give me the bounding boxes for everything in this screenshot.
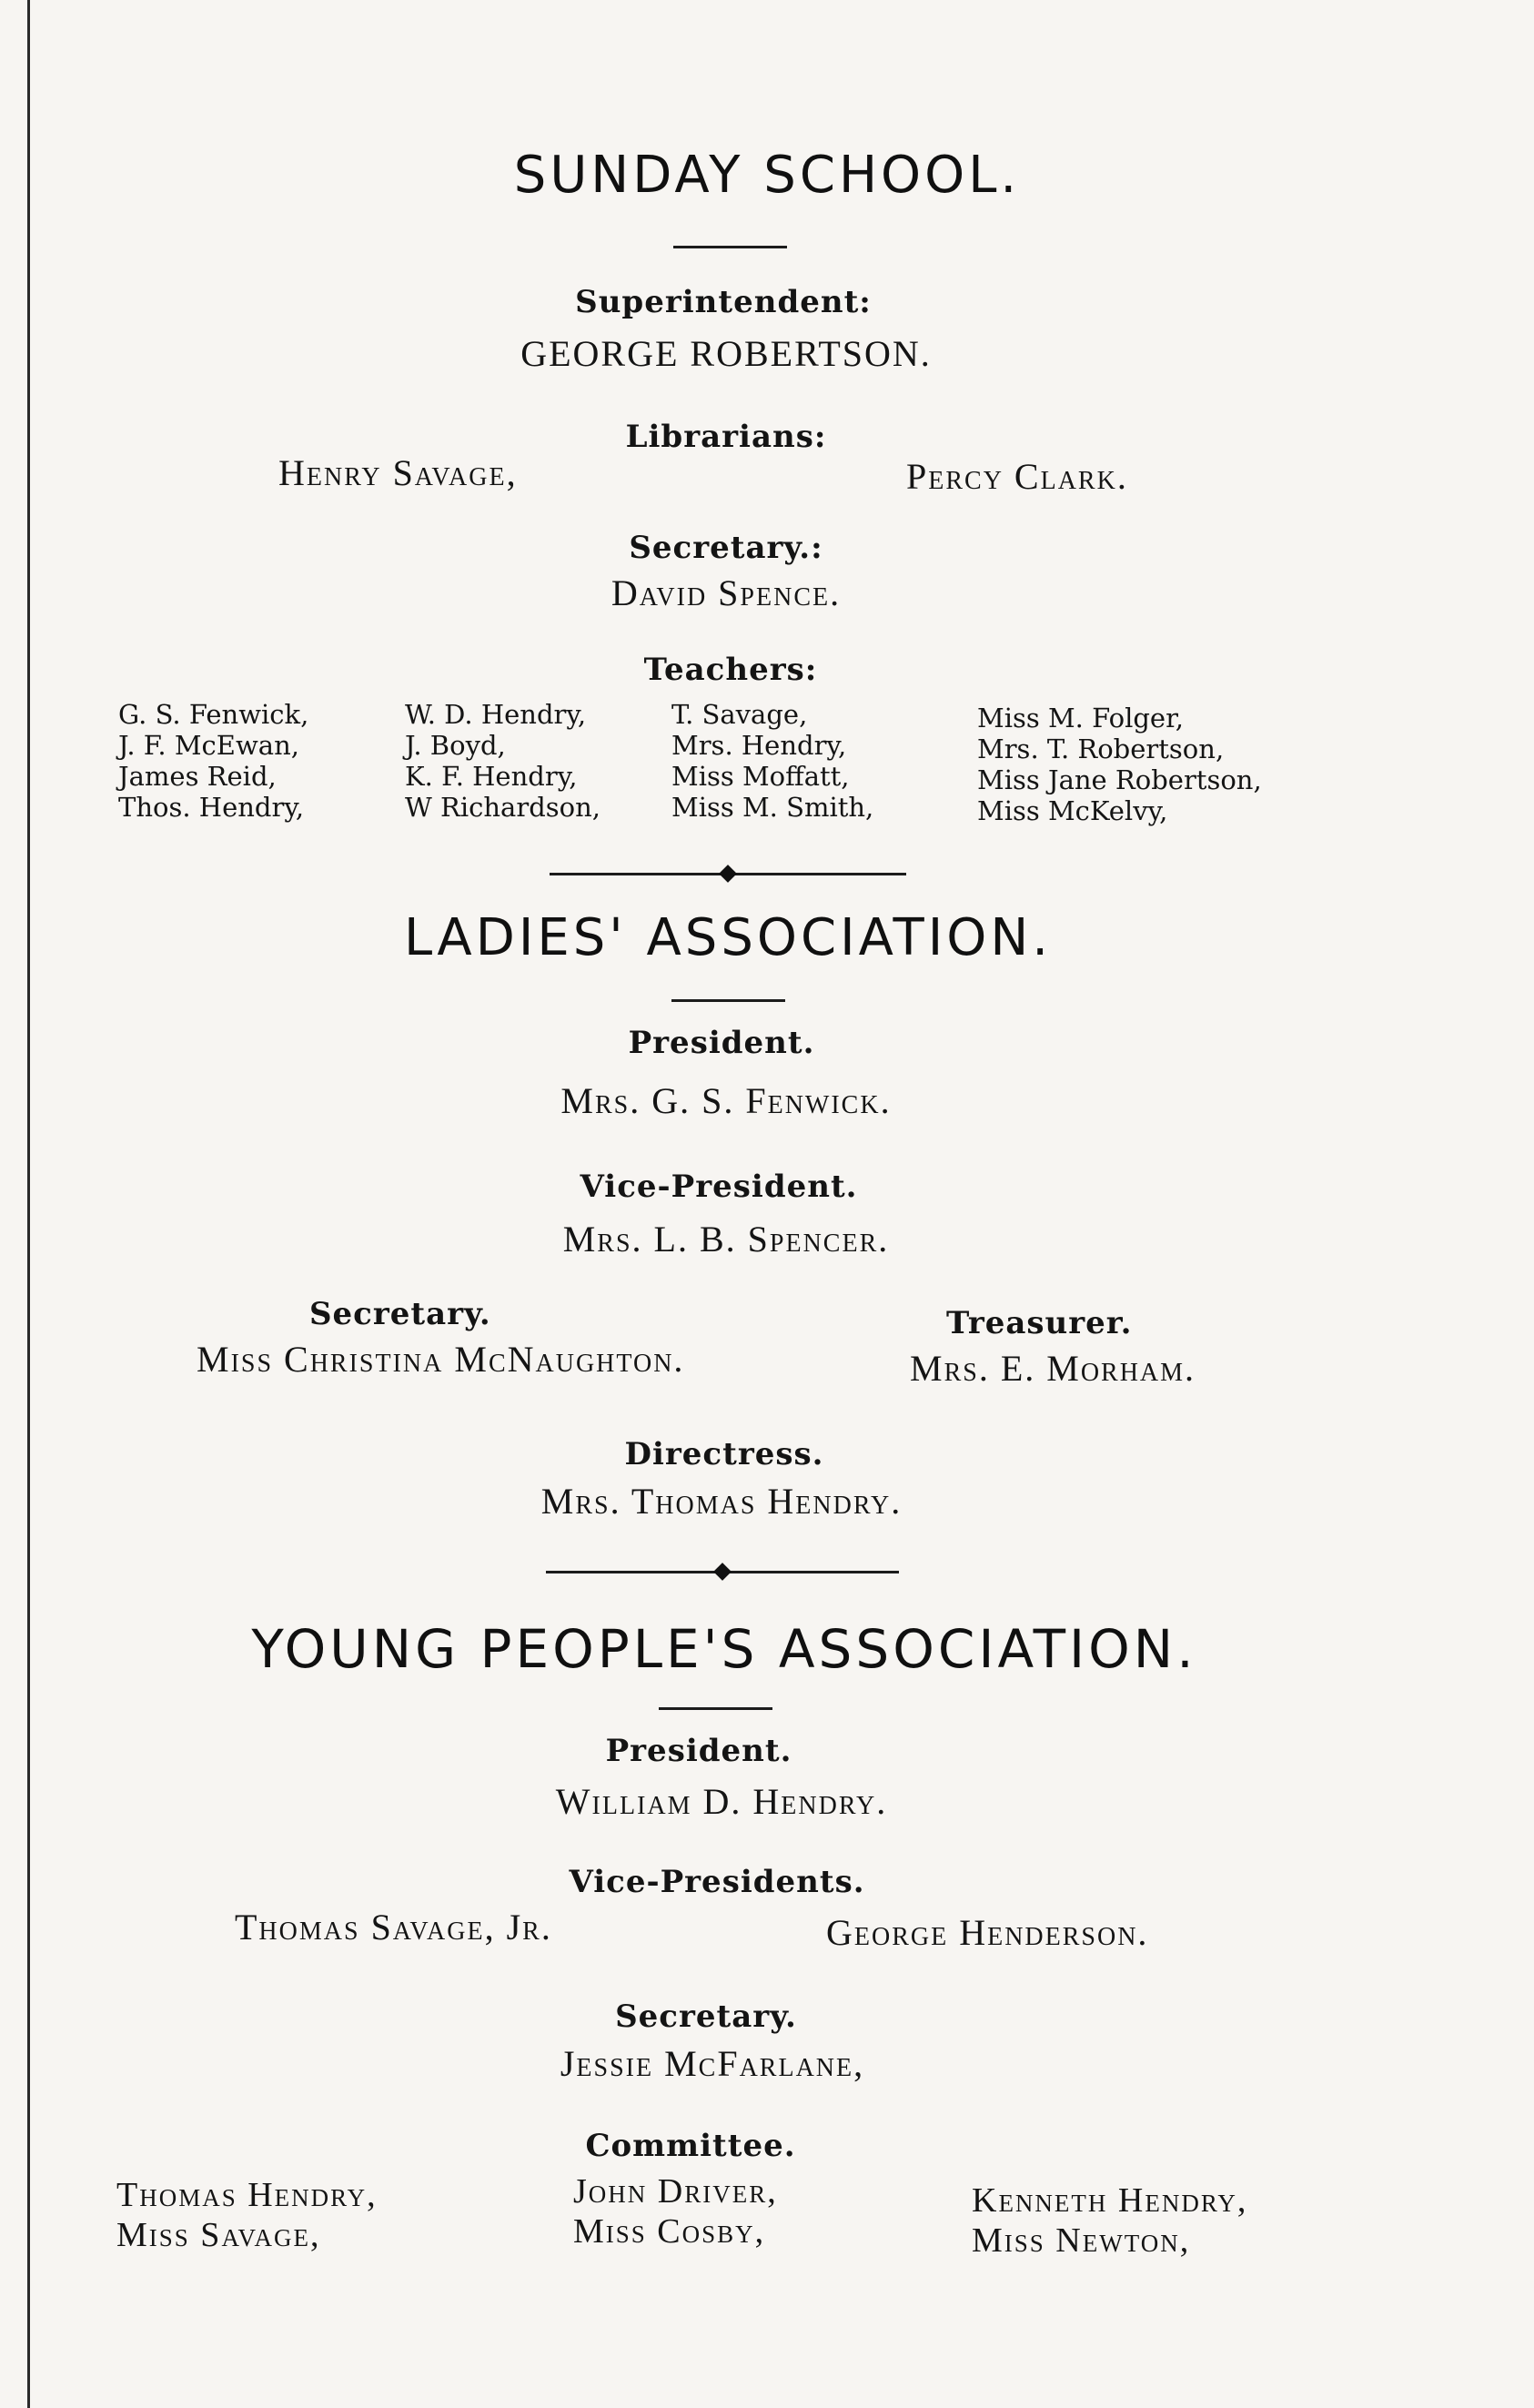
secretary-name: David Spence. [611,572,842,613]
secretary-name: Jessie McFarlane, [560,2043,865,2084]
teacher-name: Miss M. Smith, [671,792,874,823]
secretary-label: Secretary. [615,1998,797,2035]
president-name: William D. Hendry. [555,1781,888,1822]
treasurer-label: Treasurer. [946,1305,1133,1341]
directress-label: Directress. [624,1436,824,1472]
committee-member: John Driver, [573,2172,778,2211]
teacher-name: Miss Moffatt, [671,761,850,792]
section-rule [673,246,787,248]
vice-president-label: Vice-President. [580,1169,858,1205]
teacher-name: Miss Jane Robertson, [977,764,1262,795]
committee-member: Miss Cosby, [573,2212,766,2251]
divider-diamond-icon [713,1563,732,1581]
president-label: President. [628,1025,815,1061]
committee-label: Committee. [585,2128,796,2164]
committee-column-2 [573,2171,778,2251]
secretary-label: Secretary.: [629,530,823,566]
teacher-name: Mrs. Hendry, [671,730,847,761]
young-peoples-association-heading: YOUNG PEOPLE'S ASSOCIATION. [251,1618,1197,1680]
teacher-name: G. S. Fenwick, [118,699,309,730]
president-label: President. [605,1733,792,1769]
teachers-column-3 [671,699,873,823]
teacher-name: W. D. Hendry, [405,699,587,730]
librarian-name-2: Percy Clark. [906,456,1128,497]
sunday-school-heading: SUNDAY SCHOOL. [513,146,1021,205]
committee-member: Kenneth Hendry, [972,2181,1248,2220]
teachers-column-1 [118,699,308,823]
teacher-name: Mrs. T. Robertson, [977,734,1225,764]
secretary-name: Miss Christina McNaughton. [197,1339,685,1380]
committee-member: Miss Savage, [116,2216,321,2254]
committee-member: Thomas Hendry, [116,2176,378,2214]
superintendent-label: Superintendent: [575,284,872,320]
section-rule [671,999,785,1002]
teachers-column-4 [977,703,1262,826]
teacher-name: Miss M. Folger, [977,703,1184,734]
teacher-name: Miss McKelvy, [977,795,1168,826]
divider-diamond-icon [719,865,737,883]
teacher-name: Thos. Hendry, [118,792,305,823]
teacher-name: J. F. McEwan, [118,730,299,761]
committee-column-1 [116,2175,378,2255]
committee-member: Miss Newton, [972,2221,1191,2260]
librarians-label: Librarians: [625,419,827,455]
directress-name: Mrs. Thomas Hendry. [540,1481,903,1522]
librarian-name-1: Henry Savage, [278,452,518,493]
teachers-label: Teachers: [643,652,818,688]
teacher-name: J. Boyd, [405,730,506,761]
treasurer-name: Mrs. E. Morham. [910,1348,1196,1389]
president-name: Mrs. G. S. Fenwick. [560,1080,892,1121]
teachers-column-2 [405,699,600,823]
superintendent-name: GEORGE ROBERTSON. [520,333,932,374]
secretary-label: Secretary. [309,1296,491,1332]
vice-president-name-2: George Henderson. [826,1912,1149,1953]
teacher-name: James Reid, [118,761,277,792]
teacher-name: T. Savage, [671,699,808,730]
committee-column-3 [972,2180,1247,2261]
vice-president-name: Mrs. L. B. Spencer. [562,1219,890,1260]
teacher-name: W Richardson, [405,792,601,823]
vice-president-name-1: Thomas Savage, Jr. [235,1907,552,1948]
section-rule [659,1707,772,1710]
teacher-name: K. F. Hendry, [405,761,578,792]
vice-presidents-label: Vice-Presidents. [569,1864,865,1900]
ladies-association-heading: LADIES' ASSOCIATION. [403,908,1053,967]
